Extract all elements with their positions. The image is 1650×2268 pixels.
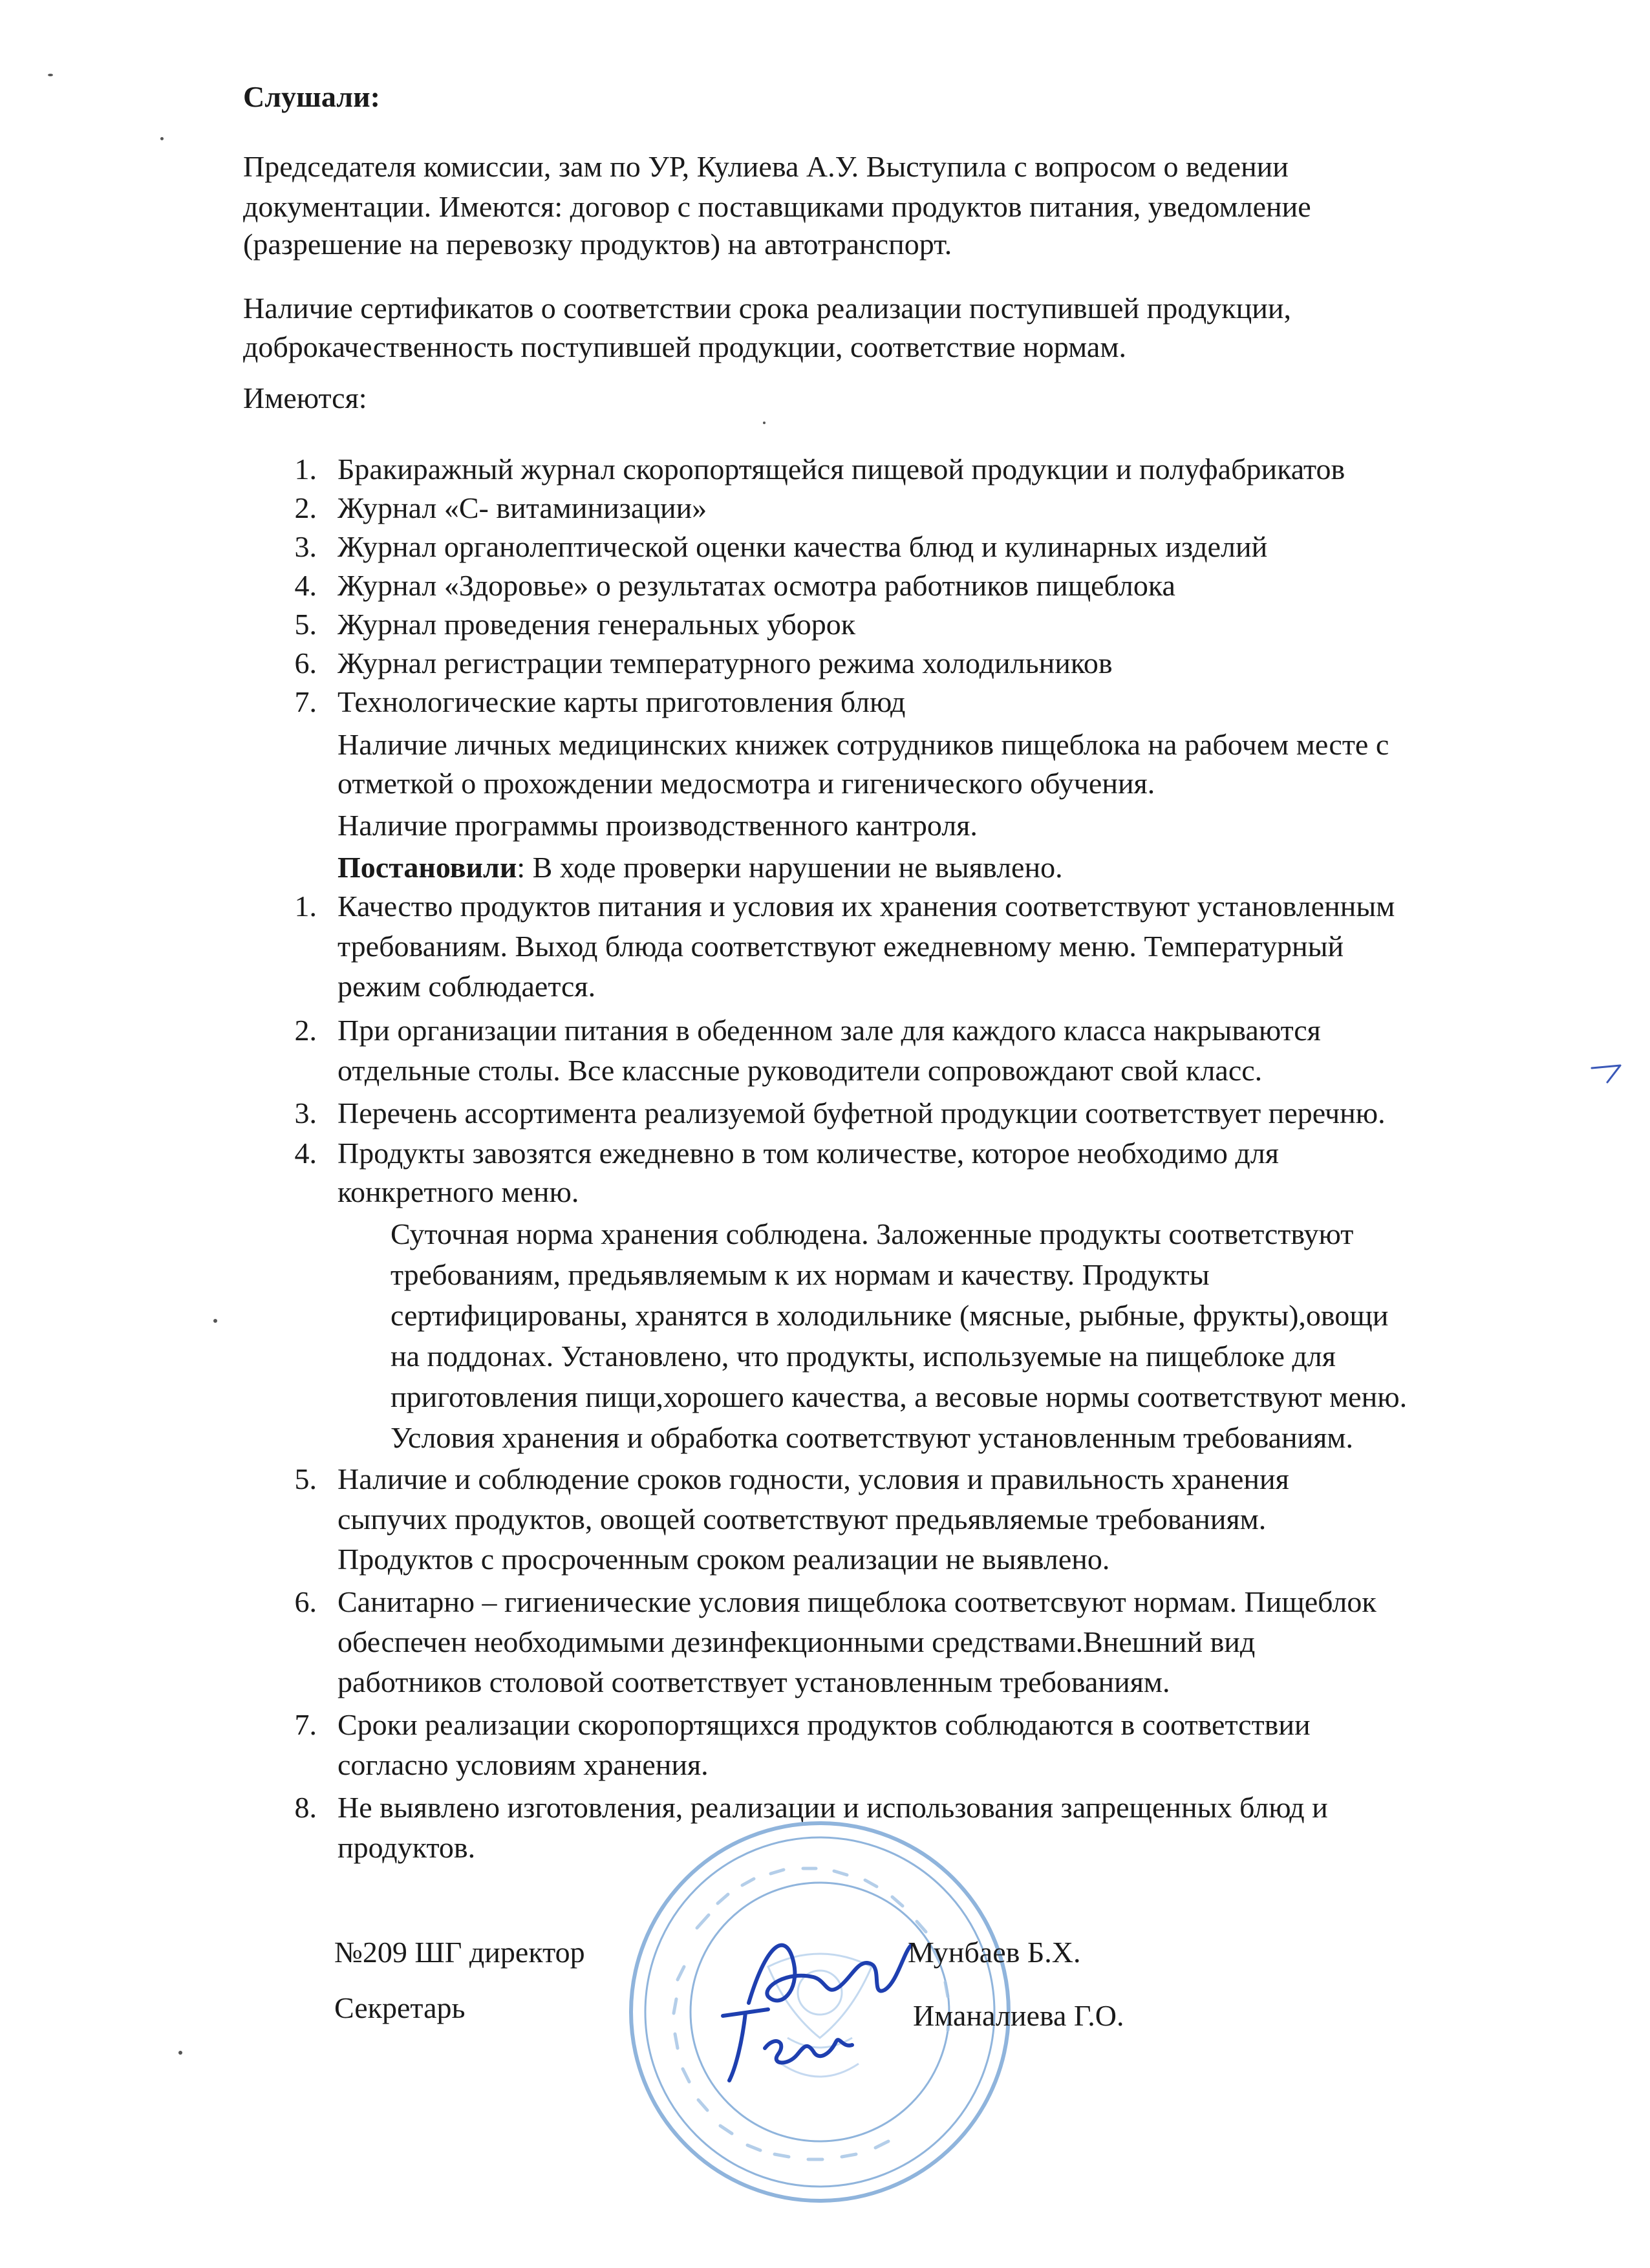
certificates-line: Наличие сертификатов о соответствии срока реализации поступившей продукции,	[243, 292, 1292, 325]
list-item-line: согласно условиям хранения.	[338, 1748, 709, 1781]
list-number: 7.	[294, 1708, 317, 1741]
director-role: №209 ШГ директор	[334, 1936, 585, 1969]
secretary-signature	[710, 1990, 878, 2093]
list-item: Журнал регистрации температурного режима холодильников	[338, 647, 1113, 679]
list-number: 7.	[294, 685, 317, 718]
list-item-line: режим соблюдается.	[338, 970, 596, 1003]
list-item-line: отдельные столы. Все классные руководители сопровождают свой класс.	[338, 1054, 1263, 1087]
director-name: Мунбаев Б.Х.	[908, 1936, 1081, 1969]
list-number: 6.	[294, 647, 317, 679]
list-item: Технологические карты приготовления блюд	[338, 685, 906, 718]
scan-speck	[48, 74, 53, 76]
margin-mark-icon	[1588, 1060, 1627, 1086]
intro-line: (разрешение на перевозку продуктов) на автотранспорт.	[243, 228, 952, 261]
detail-line: Условия хранения и обработка соответствуют установленным требованиям.	[391, 1421, 1354, 1454]
list-item-line: Перечень ассортимента реализуемой буфетной продукции соответствует перечню.	[338, 1097, 1386, 1129]
detail-line: требованиям, предьявляемым к их нормам и качеству. Продукты	[391, 1258, 1210, 1291]
list-item-line: требованиям. Выход блюда соответствуют ежедневному меню. Температурный	[338, 930, 1344, 963]
available-label: Имеются:	[243, 381, 367, 414]
list-number: 2.	[294, 491, 317, 524]
list-item: Журнал «Здоровье» о результатах осмотра работников пищеблока	[338, 569, 1175, 602]
list-number: 6.	[294, 1585, 317, 1618]
resolved-line	[338, 847, 1063, 888]
scan-speck	[178, 2051, 182, 2055]
list-item: Бракиражный журнал скоропортящейся пищевой продукции и полуфабрикатов	[338, 453, 1345, 486]
list-item-line: обеспечен необходимыми дезинфекционными средствами.Внешний вид	[338, 1625, 1256, 1658]
list-item: Журнал органолептической оценки качества блюд и кулинарных изделий	[338, 530, 1268, 563]
scan-speck	[160, 137, 164, 140]
journal-note: отметкой о прохождении медосмотра и гигенического обучения.	[338, 767, 1155, 800]
list-number: 4.	[294, 569, 317, 602]
list-number: 8.	[294, 1791, 317, 1824]
list-number: 3.	[294, 1097, 317, 1129]
list-item-line: сыпучих продуктов, овощей соответствуют предьявляемые требованиям.	[338, 1503, 1267, 1535]
list-number: 1.	[294, 890, 317, 923]
detail-line: сертифицированы, хранятся в холодильнике (мясные, рыбные, фрукты),овощи	[391, 1299, 1389, 1332]
list-item-line: продуктов.	[338, 1831, 476, 1864]
list-item-line: Наличие и соблюдение сроков годности, условия и правильность хранения	[338, 1462, 1289, 1495]
list-number: 1.	[294, 453, 317, 486]
secretary-name: Иманалиева Г.О.	[913, 1999, 1124, 2032]
list-item-line: Сроки реализации скоропортящихся продуктов соблюдаются в соответствии	[338, 1708, 1311, 1741]
journal-note: Наличие личных медицинских книжек сотрудников пищеблока на рабочем месте с	[338, 728, 1389, 761]
resolved-label: Постановили	[338, 851, 517, 884]
detail-line: приготовления пищи,хорошего качества, а весовые нормы соответствуют меню.	[391, 1380, 1408, 1413]
detail-line: Суточная норма хранения соблюдена. Заложенные продукты соответствуют	[391, 1217, 1354, 1250]
certificates-line: доброкачественность поступившей продукции, соответствие нормам.	[243, 330, 1126, 363]
list-item-line: Санитарно – гигиенические условия пищеблока соответсвуют нормам. Пищеблок	[338, 1585, 1377, 1618]
intro-line: документации. Имеются: договор с поставщиками продуктов питания, уведомление	[243, 190, 1311, 223]
detail-line: на поддонах. Установлено, что продукты, используемые на пищеблоке для	[391, 1340, 1336, 1373]
list-number: 2.	[294, 1014, 317, 1047]
journal-note: Наличие программы производственного кантроля.	[338, 809, 978, 842]
list-number: 5.	[294, 608, 317, 641]
list-number: 3.	[294, 530, 317, 563]
resolved-text: : В ходе проверки нарушении не выявлено.	[517, 851, 1063, 884]
list-item-line: При организации питания в обеденном зале для каждого класса накрываются	[338, 1014, 1321, 1047]
heading-listened: Слушали:	[243, 80, 380, 113]
list-item: Журнал проведения генеральных уборок	[338, 608, 856, 641]
list-item: Журнал «С- витаминизации»	[338, 491, 707, 524]
scan-speck	[213, 1319, 217, 1323]
scan-speck	[763, 422, 766, 424]
list-item-line: Качество продуктов питания и условия их хранения соответствуют установленным	[338, 890, 1395, 923]
list-item-line: работников столовой соответствует установленным требованиям.	[338, 1665, 1170, 1698]
list-number: 5.	[294, 1462, 317, 1495]
list-item-line: конкретного меню.	[338, 1175, 579, 1208]
intro-line: Председателя комиссии, зам по УР, Кулиева А.У. Выступила с вопросом о ведении	[243, 150, 1289, 183]
list-item-line: Не выявлено изготовления, реализации и использования запрещенных блюд и	[338, 1791, 1328, 1824]
secretary-role: Секретарь	[334, 1991, 466, 2024]
list-item-line: Продуктов с просроченным сроком реализации не выявлено.	[338, 1543, 1110, 1576]
list-item-line: Продукты завозятся ежедневно в том количестве, которое необходимо для	[338, 1137, 1279, 1170]
list-number: 4.	[294, 1137, 317, 1170]
